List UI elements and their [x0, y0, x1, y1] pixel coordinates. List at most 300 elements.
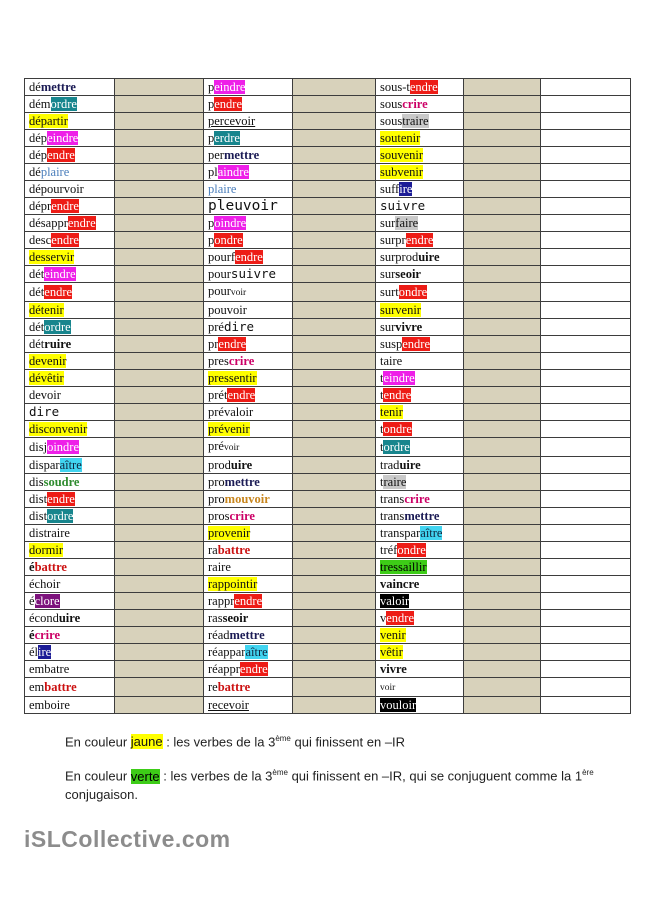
text-segment: dormir — [29, 543, 64, 557]
text-segment: crire — [228, 354, 255, 368]
text-segment: crire — [404, 492, 430, 506]
text-segment: endre — [51, 199, 79, 213]
verb-cell — [25, 678, 115, 697]
table-row — [25, 215, 631, 232]
text-segment: voir — [230, 288, 247, 298]
empty-practice-cell — [293, 79, 376, 96]
verb-cell — [204, 610, 293, 627]
text-segment: dépourvoir — [29, 182, 84, 196]
text-segment: prod — [208, 458, 231, 472]
text-segment: endre — [386, 611, 415, 625]
text-segment: percevoir — [208, 114, 256, 128]
verb-cell — [25, 661, 115, 678]
text-segment: surt — [380, 285, 399, 299]
text-segment: pré — [208, 320, 224, 334]
verb-cell — [376, 164, 464, 181]
text-segment: eindre — [214, 80, 246, 94]
text-segment: dét — [29, 285, 45, 299]
table-row — [25, 147, 631, 164]
verb-cell — [25, 491, 115, 508]
table-row — [25, 302, 631, 319]
verb-cell — [204, 130, 293, 147]
empty-practice-cell — [115, 542, 204, 559]
verb-cell — [376, 181, 464, 198]
verb-cell — [376, 353, 464, 370]
empty-practice-cell — [464, 508, 541, 525]
empty-practice-cell — [293, 283, 376, 302]
text-segment: réappar — [208, 645, 246, 659]
empty-practice-cell — [293, 697, 376, 714]
empty-cell — [541, 697, 631, 714]
text-segment: ruire — [44, 337, 72, 351]
empty-practice-cell — [115, 232, 204, 249]
verb-cell — [204, 215, 293, 232]
text-segment: subvenir — [380, 165, 424, 179]
table-row — [25, 96, 631, 113]
empty-cell — [541, 661, 631, 678]
text-segment: aître — [59, 458, 82, 472]
empty-practice-cell — [293, 130, 376, 147]
empty-practice-cell — [293, 370, 376, 387]
empty-practice-cell — [464, 319, 541, 336]
text-segment: surpr — [380, 233, 406, 247]
verb-cell — [25, 404, 115, 421]
verb-cell — [376, 610, 464, 627]
text-segment: endre — [405, 233, 434, 247]
empty-practice-cell — [464, 438, 541, 457]
text-segment: sous — [380, 97, 403, 111]
text-segment: t — [380, 475, 384, 489]
verb-cell — [376, 404, 464, 421]
empty-practice-cell — [115, 438, 204, 457]
text-segment: ondre — [397, 543, 426, 557]
empty-cell — [541, 181, 631, 198]
text-segment: faire — [395, 216, 419, 230]
table-row — [25, 697, 631, 714]
empty-practice-cell — [464, 113, 541, 130]
text-segment: pressentir — [208, 371, 257, 385]
table-row — [25, 593, 631, 610]
empty-practice-cell — [464, 79, 541, 96]
empty-practice-cell — [464, 491, 541, 508]
empty-cell — [541, 457, 631, 474]
text-segment: qui finissent en –IR — [290, 734, 406, 750]
text-segment: crire — [229, 509, 255, 523]
text-segment: t — [380, 388, 384, 402]
empty-cell — [541, 319, 631, 336]
text-segment: endre — [51, 233, 79, 247]
empty-practice-cell — [464, 387, 541, 404]
text-segment: verte — [130, 768, 160, 784]
table-row — [25, 266, 631, 283]
text-segment: suff — [380, 182, 400, 196]
text-segment: rappointir — [208, 577, 258, 591]
empty-practice-cell — [293, 661, 376, 678]
text-segment: dé — [29, 165, 41, 179]
text-segment: ère — [582, 768, 594, 778]
empty-cell — [541, 542, 631, 559]
empty-practice-cell — [293, 438, 376, 457]
empty-practice-cell — [293, 249, 376, 266]
verb-cell — [376, 542, 464, 559]
verb-cell — [25, 302, 115, 319]
verb-cell — [204, 249, 293, 266]
empty-practice-cell — [115, 113, 204, 130]
table-row — [25, 319, 631, 336]
empty-cell — [541, 491, 631, 508]
empty-practice-cell — [464, 610, 541, 627]
empty-cell — [541, 508, 631, 525]
text-segment: p — [208, 131, 215, 145]
text-segment: vêtir — [380, 645, 403, 659]
verb-cell — [25, 96, 115, 113]
text-segment: battre — [217, 543, 251, 557]
empty-practice-cell — [464, 266, 541, 283]
verb-cell — [204, 79, 293, 96]
table-row — [25, 508, 631, 525]
empty-practice-cell — [464, 525, 541, 542]
verb-cell — [25, 370, 115, 387]
table-row — [25, 353, 631, 370]
text-segment: endre — [409, 80, 438, 94]
text-segment: pr — [208, 337, 219, 351]
verb-cell — [25, 576, 115, 593]
text-segment: dét — [29, 337, 45, 351]
verb-table — [24, 78, 631, 714]
text-segment: raire — [383, 475, 407, 489]
legend-note-green — [65, 764, 610, 803]
empty-cell — [541, 474, 631, 491]
text-segment: mettre — [224, 475, 260, 489]
verb-cell — [204, 370, 293, 387]
verb-cell — [376, 147, 464, 164]
text-segment: crire — [34, 628, 61, 642]
text-segment: eindre — [383, 371, 415, 385]
text-segment: sur — [380, 267, 396, 281]
verb-cell — [204, 302, 293, 319]
text-segment: réad — [208, 628, 230, 642]
table-row — [25, 491, 631, 508]
verb-cell — [25, 627, 115, 644]
empty-practice-cell — [464, 336, 541, 353]
text-segment: crire — [402, 97, 428, 111]
verb-cell — [25, 644, 115, 661]
verb-cell — [204, 319, 293, 336]
text-segment: écond — [29, 611, 59, 625]
empty-cell — [541, 198, 631, 215]
empty-practice-cell — [115, 283, 204, 302]
table-row — [25, 130, 631, 147]
verb-cell — [25, 697, 115, 714]
table-row — [25, 79, 631, 96]
verb-cell — [204, 387, 293, 404]
text-segment: soudre — [43, 475, 80, 489]
empty-practice-cell — [115, 576, 204, 593]
empty-practice-cell — [115, 387, 204, 404]
text-segment: ra — [208, 543, 218, 557]
verb-cell — [25, 181, 115, 198]
verb-cell — [25, 559, 115, 576]
empty-practice-cell — [464, 559, 541, 576]
text-segment: erdre — [214, 131, 240, 145]
text-segment: endre — [44, 285, 73, 299]
verb-cell — [376, 96, 464, 113]
verb-cell — [25, 147, 115, 164]
text-segment: dist — [29, 492, 48, 506]
verb-cell — [376, 661, 464, 678]
table-row — [25, 164, 631, 181]
empty-practice-cell — [115, 79, 204, 96]
empty-practice-cell — [464, 181, 541, 198]
verb-cell — [25, 266, 115, 283]
verb-cell — [376, 644, 464, 661]
empty-practice-cell — [464, 283, 541, 302]
empty-practice-cell — [115, 508, 204, 525]
verb-cell — [376, 215, 464, 232]
table-row — [25, 370, 631, 387]
text-segment: ondre — [383, 422, 412, 436]
text-segment: pré — [208, 439, 224, 453]
empty-practice-cell — [115, 627, 204, 644]
text-segment: réappr — [208, 662, 240, 676]
text-segment: eindre — [47, 131, 79, 145]
text-segment: endre — [235, 250, 263, 264]
verb-cell — [204, 438, 293, 457]
verb-cell — [376, 79, 464, 96]
verb-cell — [376, 491, 464, 508]
empty-cell — [541, 576, 631, 593]
text-segment: él — [29, 645, 39, 659]
empty-practice-cell — [464, 542, 541, 559]
verb-cell — [25, 164, 115, 181]
text-segment: endre — [227, 388, 256, 402]
text-segment: endre — [239, 662, 268, 676]
empty-cell — [541, 404, 631, 421]
empty-practice-cell — [115, 181, 204, 198]
table-row — [25, 113, 631, 130]
text-segment: voir — [380, 683, 396, 693]
text-segment: tréf — [380, 543, 398, 557]
text-segment: dis — [29, 475, 44, 489]
empty-practice-cell — [115, 302, 204, 319]
text-segment: taire — [380, 354, 403, 368]
empty-practice-cell — [464, 215, 541, 232]
text-segment: susp — [380, 337, 403, 351]
empty-practice-cell — [293, 319, 376, 336]
empty-practice-cell — [115, 474, 204, 491]
verb-cell — [25, 421, 115, 438]
empty-cell — [541, 113, 631, 130]
text-segment: vivre — [380, 662, 407, 676]
text-segment: pour — [208, 284, 231, 298]
empty-practice-cell — [115, 198, 204, 215]
text-segment: ordre — [50, 97, 77, 111]
verb-cell — [204, 353, 293, 370]
verb-cell — [25, 457, 115, 474]
text-segment: suivre — [230, 266, 277, 281]
text-segment: tressaillir — [380, 560, 427, 574]
empty-cell — [541, 644, 631, 661]
text-segment: vaincre — [380, 577, 420, 591]
text-segment: uire — [418, 250, 440, 264]
verb-cell — [376, 525, 464, 542]
text-segment: dép — [29, 131, 48, 145]
text-segment: voir — [223, 443, 240, 453]
text-segment: désappr — [29, 216, 68, 230]
verb-cell — [25, 283, 115, 302]
empty-practice-cell — [115, 319, 204, 336]
verb-cell — [204, 113, 293, 130]
text-segment: t — [380, 422, 384, 436]
text-segment: mettre — [40, 80, 76, 94]
empty-practice-cell — [293, 302, 376, 319]
empty-practice-cell — [115, 491, 204, 508]
empty-practice-cell — [293, 198, 376, 215]
verb-cell — [376, 559, 464, 576]
verb-cell — [25, 542, 115, 559]
text-segment: endre — [383, 388, 412, 402]
verb-table-body — [25, 79, 631, 714]
text-segment: devoir — [29, 388, 61, 402]
legend-notes — [65, 730, 610, 817]
text-segment: endre — [47, 492, 75, 506]
verb-cell — [204, 576, 293, 593]
empty-practice-cell — [293, 215, 376, 232]
verb-cell — [204, 697, 293, 714]
table-row — [25, 644, 631, 661]
text-segment: ordre — [383, 440, 410, 454]
verb-cell — [25, 249, 115, 266]
text-segment: em — [29, 680, 45, 694]
empty-practice-cell — [115, 266, 204, 283]
text-segment: p — [208, 216, 215, 230]
empty-practice-cell — [115, 336, 204, 353]
empty-practice-cell — [293, 404, 376, 421]
text-segment: pourf — [208, 250, 236, 264]
empty-practice-cell — [115, 610, 204, 627]
text-segment: ire — [38, 645, 52, 659]
empty-practice-cell — [293, 353, 376, 370]
table-row — [25, 421, 631, 438]
text-segment: eindre — [44, 267, 76, 281]
empty-practice-cell — [293, 474, 376, 491]
text-segment: : les verbes de la 3 — [162, 734, 276, 750]
empty-practice-cell — [293, 644, 376, 661]
verb-cell — [376, 387, 464, 404]
text-segment: ras — [208, 611, 223, 625]
verb-cell — [204, 147, 293, 164]
empty-practice-cell — [115, 593, 204, 610]
table-row — [25, 232, 631, 249]
table-row — [25, 181, 631, 198]
verb-cell — [204, 508, 293, 525]
text-segment: : les verbes de la 3 — [159, 768, 273, 784]
empty-practice-cell — [293, 491, 376, 508]
verb-cell — [204, 404, 293, 421]
text-segment: ondre — [398, 285, 428, 299]
verb-cell — [376, 370, 464, 387]
table-row — [25, 438, 631, 457]
table-row — [25, 198, 631, 215]
text-segment: mouvoir — [224, 492, 270, 506]
verb-cell — [204, 525, 293, 542]
verb-cell — [25, 525, 115, 542]
text-segment: mettre — [404, 509, 440, 523]
empty-cell — [541, 438, 631, 457]
text-segment: v — [380, 611, 387, 625]
text-segment: échoir — [29, 577, 61, 591]
empty-practice-cell — [293, 421, 376, 438]
text-segment: desservir — [29, 250, 75, 264]
text-segment: pros — [208, 509, 230, 523]
empty-practice-cell — [115, 525, 204, 542]
verb-cell — [376, 474, 464, 491]
verb-cell — [376, 336, 464, 353]
empty-practice-cell — [464, 370, 541, 387]
empty-cell — [541, 627, 631, 644]
verb-cell — [25, 198, 115, 215]
empty-cell — [541, 353, 631, 370]
empty-practice-cell — [115, 370, 204, 387]
text-segment: per — [208, 148, 224, 162]
empty-cell — [541, 370, 631, 387]
verb-cell — [204, 593, 293, 610]
text-segment: jaune — [130, 734, 163, 750]
verb-cell — [376, 283, 464, 302]
empty-practice-cell — [293, 576, 376, 593]
text-segment: clore — [34, 594, 60, 608]
verb-cell — [204, 421, 293, 438]
text-segment: seoir — [395, 267, 421, 281]
empty-practice-cell — [464, 697, 541, 714]
empty-cell — [541, 302, 631, 319]
text-segment: dé — [29, 80, 41, 94]
text-segment: uire — [399, 458, 421, 472]
empty-practice-cell — [115, 353, 204, 370]
table-row — [25, 283, 631, 302]
text-segment: recevoir — [208, 698, 249, 712]
text-segment: ire — [399, 182, 413, 196]
text-segment: suivre — [380, 198, 426, 213]
text-segment: endre — [402, 337, 430, 351]
empty-cell — [541, 283, 631, 302]
text-segment: trans — [380, 509, 405, 523]
empty-cell — [541, 79, 631, 96]
verb-cell — [25, 336, 115, 353]
verb-cell — [25, 474, 115, 491]
empty-practice-cell — [464, 576, 541, 593]
text-segment: p — [208, 97, 215, 111]
empty-practice-cell — [464, 147, 541, 164]
verb-cell — [25, 130, 115, 147]
empty-practice-cell — [115, 457, 204, 474]
empty-cell — [541, 610, 631, 627]
empty-practice-cell — [293, 610, 376, 627]
empty-practice-cell — [293, 336, 376, 353]
verb-cell — [25, 387, 115, 404]
table-row — [25, 610, 631, 627]
empty-cell — [541, 593, 631, 610]
text-segment: aître — [420, 526, 443, 540]
empty-cell — [541, 96, 631, 113]
text-segment: ondre — [214, 233, 243, 247]
table-row — [25, 404, 631, 421]
verb-cell — [376, 232, 464, 249]
text-segment: plaire — [208, 182, 237, 196]
text-segment: vivre — [395, 320, 423, 334]
empty-practice-cell — [293, 508, 376, 525]
table-row — [25, 576, 631, 593]
